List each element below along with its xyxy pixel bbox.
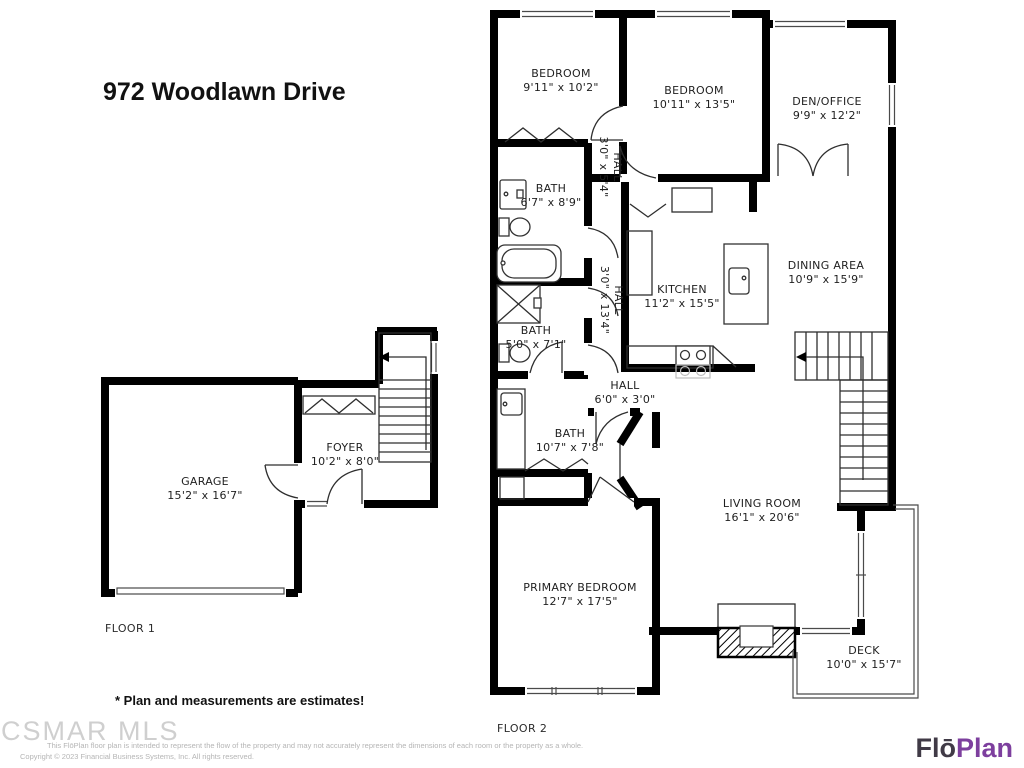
den-office-dims: 9'9" x 12'2": [792, 109, 862, 122]
bath3-dims: 10'7" x 7'8": [535, 441, 605, 454]
floor1-plan: [105, 331, 438, 598]
floor1-caption: FLOOR 1: [105, 622, 156, 635]
disclaimer-line1: This FlōPlan floor plan is intended to represent the flow of the property and may not accurately represent the dimensions of each room or the property as a whole.: [47, 741, 584, 750]
bath1-dims: 6'7" x 8'9": [520, 196, 582, 209]
garage-entry-door: [265, 465, 298, 498]
foyer-closet: [303, 396, 375, 414]
living-room-dims: 16'1" x 20'6": [724, 511, 800, 524]
bedroom1-label: BEDROOM: [531, 67, 591, 80]
primary-closet-rod: [500, 477, 524, 499]
bath1-label: BATH: [535, 182, 567, 195]
bath3-label: BATH: [554, 427, 586, 440]
page-title: 972 Woodlawn Drive: [103, 78, 346, 106]
bedroom2-label: BEDROOM: [664, 84, 724, 97]
bedroom1-door: [591, 106, 623, 140]
stairs-floor2-icon: [795, 332, 888, 505]
floor1-walls: [105, 331, 437, 597]
den-office-label: DEN/OFFICE: [792, 95, 862, 108]
dining-area-dims: 10'9" x 15'9": [788, 273, 864, 286]
garage-label: GARAGE: [181, 475, 229, 488]
foyer-dims: 10'2" x 8'0": [310, 455, 380, 468]
bedroom2-dims: 10'11" x 13'5": [652, 98, 736, 111]
front-door: [327, 469, 362, 504]
dining-area-label: DINING AREA: [787, 259, 865, 272]
bedroom1-dims: 9'11" x 10'2": [523, 81, 599, 94]
estimates-note: * Plan and measurements are estimates!: [115, 693, 365, 708]
deck-dims: 10'0" x 15'7": [826, 658, 902, 671]
floor2-caption: FLOOR 2: [497, 722, 548, 735]
bath3-vanity-icon: [497, 389, 525, 469]
floplan-logo: FlōPlan: [915, 733, 1013, 763]
bathtub-icon: [497, 245, 561, 282]
stove-icon: [676, 346, 710, 378]
kitchen-pantry-chevron: [630, 204, 666, 217]
stairs-floor1-icon: [379, 333, 431, 462]
kitchen-island: [724, 244, 768, 324]
hall1-label: HALL: [611, 152, 624, 182]
garage-dims: 15'2" x 16'7": [167, 489, 243, 502]
fridge-icon: [672, 188, 712, 212]
hall1-dims: 3'0" x 5'4": [597, 136, 610, 198]
hall2-label: HALL: [612, 285, 625, 315]
bath1-toilet-icon: [499, 218, 530, 236]
mls-watermark: CSMAR MLS: [1, 716, 180, 746]
bath2-label: BATH: [520, 324, 552, 337]
bath2-dims: 5'0" x 7'1": [505, 338, 567, 351]
living-room-label: LIVING ROOM: [722, 497, 802, 510]
shower-icon: [497, 285, 541, 323]
kitchen-label: KITCHEN: [657, 283, 707, 296]
disclaimer-line2: Copyright © 2023 Financial Business Systems, Inc. All rights reserved.: [20, 752, 254, 761]
kitchen-counter-left: [627, 231, 652, 295]
stairs-direction-arrow: [796, 352, 806, 362]
hall3-label: HALL: [610, 379, 640, 392]
deck-label: DECK: [848, 644, 880, 657]
hall-door-3: [588, 345, 618, 373]
hall-door-1: [588, 228, 618, 258]
primary-bedroom-dims: 12'7" x 17'5": [542, 595, 618, 608]
foyer-label: FOYER: [326, 441, 364, 454]
fireplace-icon: [718, 604, 795, 657]
primary-bedroom-label: PRIMARY BEDROOM: [523, 581, 637, 594]
hall2-dims: 3'0" x 13'4": [598, 265, 611, 335]
kitchen-dims: 11'2" x 15'5": [644, 297, 720, 310]
hall3-dims: 6'0" x 3'0": [594, 393, 656, 406]
den-french-doors: [778, 144, 848, 176]
